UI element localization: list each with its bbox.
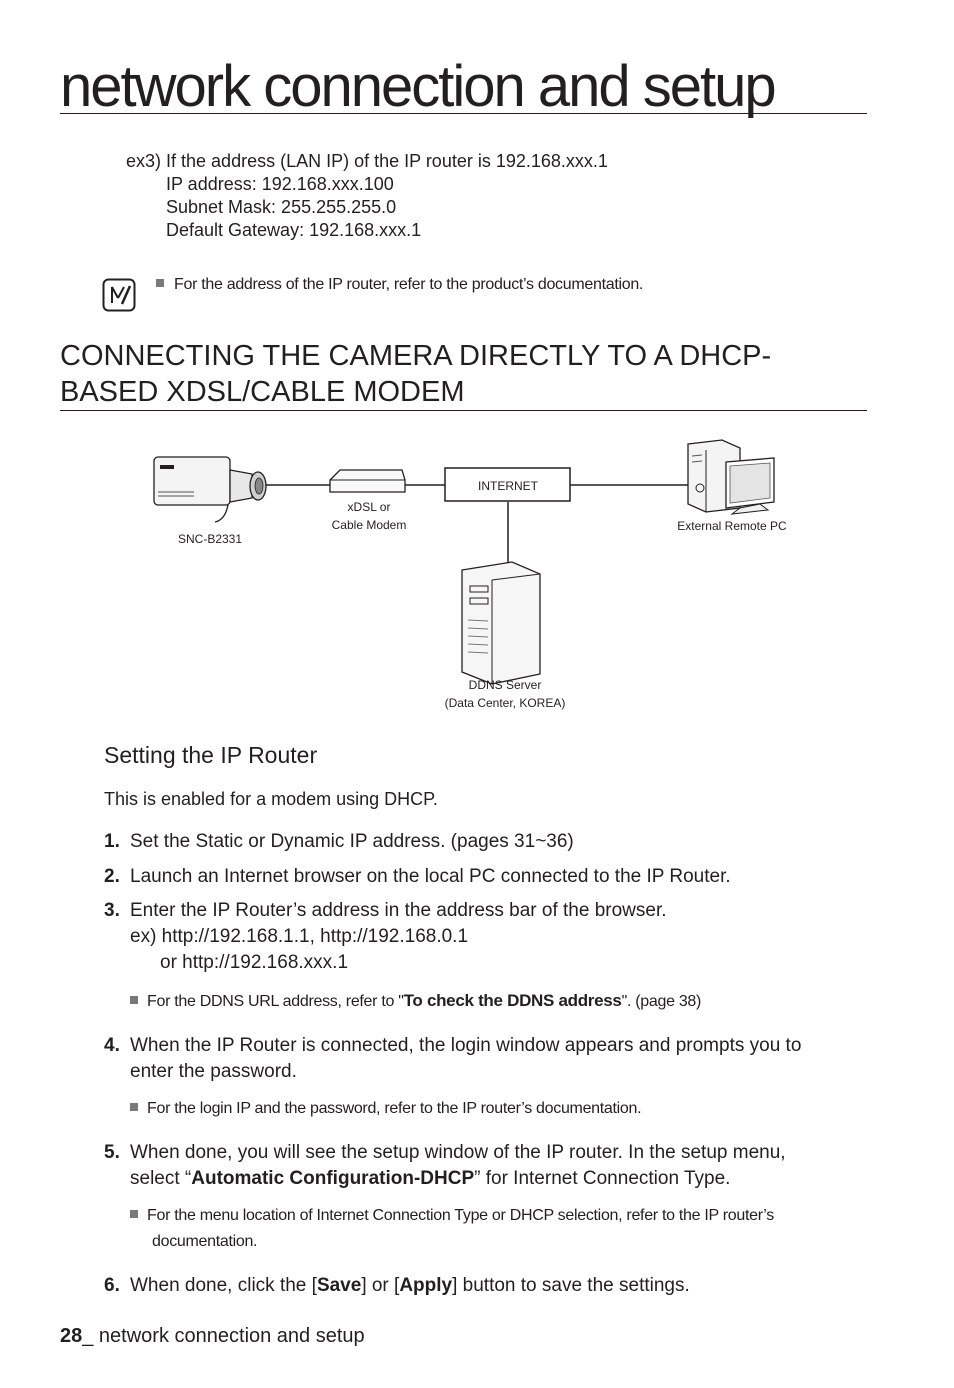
step-number: 3. xyxy=(104,900,120,921)
network-diagram xyxy=(140,430,820,730)
step-5-note: For the menu location of Internet Connection Type or DHCP selection, refer to the IP router’s documentation. xyxy=(130,1203,830,1255)
section-rule xyxy=(60,410,867,411)
ddns-server-icon xyxy=(462,562,540,684)
chapter-title: network connection and setup xyxy=(60,54,775,119)
note-text: For the address of the IP router, refer to the product’s documentation. xyxy=(156,274,643,296)
remote-pc-label: External Remote PC xyxy=(677,519,787,533)
step-number: 1. xyxy=(104,831,120,852)
ddns-label: (Data Center, KOREA) xyxy=(444,696,566,710)
step-number: 5. xyxy=(104,1142,120,1163)
camera-icon xyxy=(154,457,266,522)
step-2 xyxy=(104,864,864,890)
step-text: When the IP Router is connected, the login window appears and prompts you to enter the password. xyxy=(130,1035,802,1082)
intro-text: This is enabled for a modem using DHCP. xyxy=(104,789,438,809)
bullet-square-icon xyxy=(130,1210,138,1218)
note-pencil-icon xyxy=(102,278,136,312)
step-3 xyxy=(104,898,864,976)
bullet-square-icon xyxy=(130,996,138,1004)
bullet-square-icon xyxy=(130,1103,138,1111)
step-text: Set the Static or Dynamic IP address. (pages 31~36) xyxy=(130,831,574,852)
step-number: 6. xyxy=(104,1275,120,1296)
step-4 xyxy=(104,1033,864,1085)
step-number: 2. xyxy=(104,866,120,887)
example-line: Subnet Mask: 255.255.255.0 xyxy=(166,197,397,217)
step-text: When done, click the [Save] or [Apply] button to save the settings. xyxy=(130,1275,690,1296)
step-5 xyxy=(104,1140,864,1192)
step-4-note: For the login IP and the password, refer to the IP router’s documentation. xyxy=(130,1096,830,1122)
step-1 xyxy=(104,829,864,855)
footer-text: _ network connection and setup xyxy=(82,1325,365,1347)
internet-label: INTERNET xyxy=(478,479,538,493)
step-6 xyxy=(104,1273,864,1299)
example-line: IP address: 192.168.xxx.100 xyxy=(166,174,394,194)
example-block xyxy=(126,150,608,242)
page-footer xyxy=(60,1325,365,1348)
page-number: 28 xyxy=(60,1325,83,1347)
subsection-heading: Setting the IP Router xyxy=(104,742,318,768)
example-line: ex3) If the address (LAN IP) of the IP router is 192.168.xxx.1 xyxy=(126,151,608,171)
step-3-note: For the DDNS URL address, refer to "To check the DDNS address". (page 38) xyxy=(130,988,830,1015)
chapter-rule xyxy=(60,113,867,114)
modem-label: xDSL or xyxy=(347,500,391,514)
step-number: 4. xyxy=(104,1035,120,1056)
step-text: Launch an Internet browser on the local PC connected to the IP Router. xyxy=(130,866,731,887)
step-text: Enter the IP Router’s address in the address bar of the browser. ex) http://192.168.1.1, http://192.168.0.1 or http://192.168.xxx.1 xyxy=(130,900,667,973)
modem-label: Cable Modem xyxy=(331,518,407,532)
bullet-square-icon xyxy=(156,279,164,287)
camera-label: SNC-B2331 xyxy=(178,532,243,546)
modem-icon xyxy=(330,470,405,492)
step-text: When done, you will see the setup window of the IP router. In the setup menu, select “Automatic Configuration-DHCP” for Internet Connection Type. xyxy=(130,1142,786,1189)
remote-pc-icon xyxy=(688,440,774,514)
ddns-label: DDNS Server xyxy=(468,678,542,692)
section-heading: CONNECTING THE CAMERA DIRECTLY TO A DHCP- BASED XDSL/CABLE MODEM xyxy=(60,340,772,408)
example-line: Default Gateway: 192.168.xxx.1 xyxy=(166,220,422,240)
